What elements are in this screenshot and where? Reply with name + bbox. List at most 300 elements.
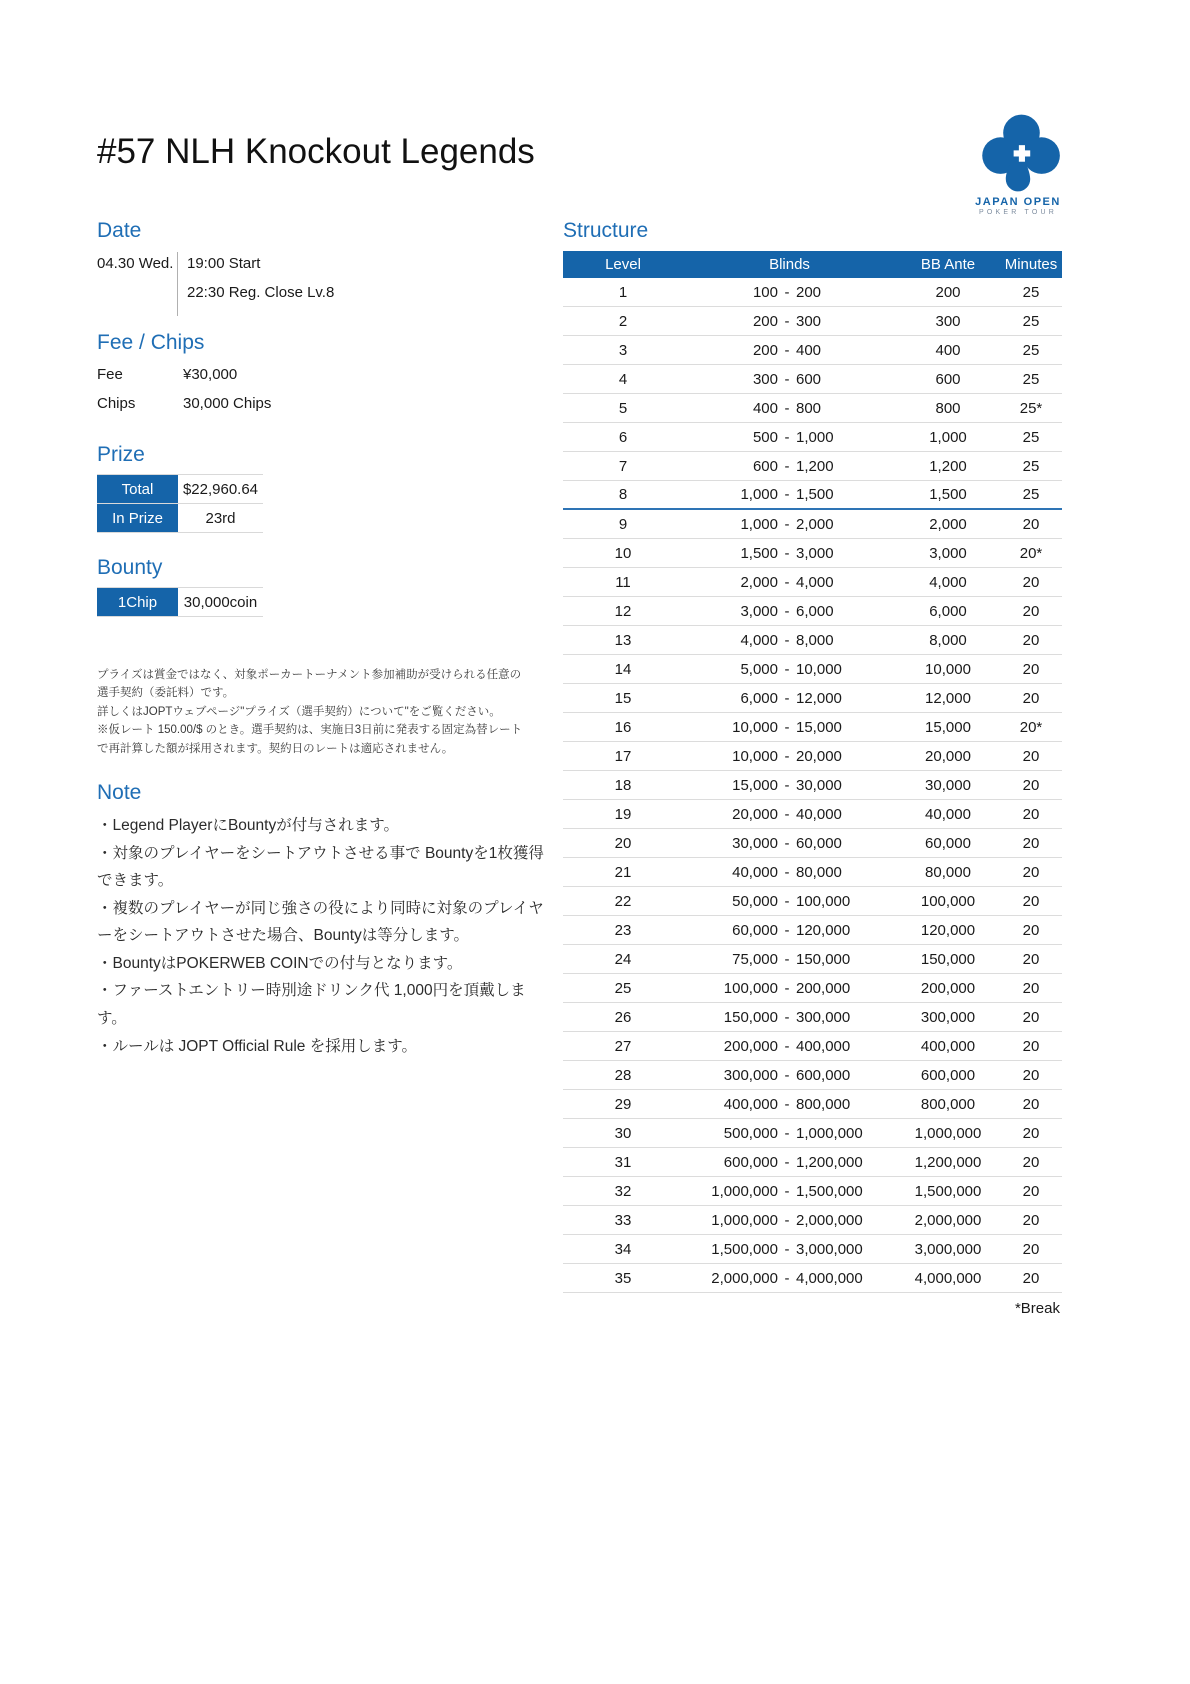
date-times — [177, 252, 334, 316]
structure-row — [563, 742, 1062, 771]
structure-row — [563, 1235, 1062, 1264]
bb-ante-cell: 10,000 — [925, 660, 971, 678]
structure-row — [563, 800, 1062, 829]
structure-section — [563, 218, 1062, 1317]
minutes-cell: 20 — [1022, 515, 1040, 533]
big-blind-cell: 60,000 — [796, 834, 842, 852]
big-blind-cell: 150,000 — [796, 950, 851, 968]
level-cell: 18 — [614, 776, 632, 794]
structure-row — [563, 336, 1062, 365]
blinds-separator: - — [784, 1008, 790, 1026]
minutes-column-header: Minutes — [1004, 256, 1058, 273]
bb-ante-cell: 1,000,000 — [914, 1124, 982, 1142]
minutes-cell: 20 — [1022, 834, 1040, 852]
big-blind-cell: 8,000 — [796, 631, 834, 649]
bb-ante-cell: 300,000 — [920, 1008, 976, 1026]
big-blind-cell: 3,000,000 — [796, 1240, 863, 1258]
blinds-separator: - — [784, 1124, 790, 1142]
blinds-separator: - — [784, 370, 790, 388]
blinds-separator: - — [784, 689, 790, 707]
big-blind-cell: 400,000 — [796, 1037, 851, 1055]
bb-ante-cell: 15,000 — [925, 718, 971, 736]
big-blind-cell: 1,000 — [796, 428, 834, 446]
blinds-separator: - — [784, 1240, 790, 1258]
blinds-column-header: Blinds — [769, 256, 810, 273]
bb-ante-cell: 1,200 — [929, 457, 967, 475]
structure-row — [563, 1032, 1062, 1061]
bb-ante-cell: 30,000 — [925, 776, 971, 794]
big-blind-cell: 15,000 — [796, 718, 842, 736]
minutes-cell: 20 — [1022, 689, 1040, 707]
small-blind-cell: 1,000 — [740, 515, 778, 533]
page-title: #57 NLH Knockout Legends — [97, 132, 535, 171]
level-cell: 14 — [614, 660, 632, 678]
blinds-separator: - — [784, 1066, 790, 1084]
small-blind-cell: 1,500 — [740, 544, 778, 562]
fine-print — [97, 666, 529, 758]
note-item: ・ルールは JOPT Official Rule を採用します。 — [97, 1037, 417, 1055]
minutes-cell: 25 — [1022, 341, 1040, 359]
level-cell: 35 — [614, 1269, 632, 1287]
bounty-label: 1Chip — [97, 588, 178, 616]
blinds-separator: - — [784, 776, 790, 794]
small-blind-cell: 4,000 — [740, 631, 778, 649]
minutes-cell: 25 — [1022, 428, 1040, 446]
level-cell: 6 — [618, 428, 628, 446]
level-cell: 19 — [614, 805, 632, 823]
fee-label: Fee — [97, 366, 123, 383]
minutes-cell: 20 — [1022, 1269, 1040, 1287]
break-footnote: *Break — [1014, 1300, 1060, 1317]
level-cell: 9 — [618, 515, 628, 533]
big-blind-cell: 20,000 — [796, 747, 842, 765]
logo-text-poker-tour: POKER TOUR — [978, 209, 1058, 216]
blinds-separator: - — [784, 1153, 790, 1171]
minutes-cell: 20 — [1022, 631, 1040, 649]
big-blind-cell: 600,000 — [796, 1066, 851, 1084]
bounty-heading: Bounty — [97, 556, 163, 579]
structure-row — [563, 597, 1062, 626]
blinds-separator: - — [784, 863, 790, 881]
level-cell: 24 — [614, 950, 632, 968]
blinds-separator: - — [784, 602, 790, 620]
club-drop-logo-icon — [968, 112, 1068, 194]
structure-row — [563, 713, 1062, 742]
structure-row — [563, 510, 1062, 539]
bb-ante-cell: 300 — [935, 312, 961, 330]
level-column-header: Level — [605, 256, 641, 273]
blinds-separator: - — [784, 747, 790, 765]
blinds-separator: - — [784, 979, 790, 997]
bb-ante-cell: 200,000 — [920, 979, 976, 997]
minutes-cell: 20 — [1022, 892, 1040, 910]
bb-ante-cell: 150,000 — [920, 950, 976, 968]
start-time: 19:00 Start — [187, 255, 261, 272]
blinds-separator: - — [784, 457, 790, 475]
level-cell: 8 — [618, 486, 628, 503]
big-blind-cell: 200,000 — [796, 979, 851, 997]
small-blind-cell: 1,000 — [740, 486, 778, 503]
small-blind-cell: 75,000 — [732, 950, 778, 968]
blinds-separator: - — [784, 950, 790, 968]
small-blind-cell: 100,000 — [723, 979, 778, 997]
structure-row — [563, 1003, 1062, 1032]
big-blind-cell: 30,000 — [796, 776, 842, 794]
minutes-cell: 25 — [1022, 457, 1040, 475]
date-value: 04.30 Wed. — [97, 255, 174, 272]
big-blind-cell: 12,000 — [796, 689, 842, 707]
level-cell: 3 — [618, 341, 628, 359]
blinds-separator: - — [784, 892, 790, 910]
bb-ante-cell: 4,000,000 — [914, 1269, 982, 1287]
big-blind-cell: 200 — [796, 283, 822, 301]
blinds-separator: - — [784, 660, 790, 678]
blinds-separator: - — [784, 573, 790, 591]
blinds-separator: - — [784, 631, 790, 649]
note-item: ・BountyはPOKERWEB COINでの付与となります。 — [97, 954, 463, 972]
structure-row — [563, 1206, 1062, 1235]
level-cell: 32 — [614, 1182, 632, 1200]
level-cell: 31 — [614, 1153, 632, 1171]
small-blind-cell: 200 — [752, 341, 778, 359]
level-cell: 25 — [614, 979, 632, 997]
big-blind-cell: 1,000,000 — [796, 1124, 863, 1142]
big-blind-cell: 1,500 — [796, 486, 834, 503]
structure-row — [563, 626, 1062, 655]
structure-row — [563, 1119, 1062, 1148]
prize-total-value: $22,960.64 — [182, 480, 259, 498]
structure-row — [563, 452, 1062, 481]
minutes-cell: 20 — [1022, 1008, 1040, 1026]
prize-total-row — [97, 475, 263, 504]
bb-ante-cell: 2,000,000 — [914, 1211, 982, 1229]
structure-row — [563, 307, 1062, 336]
small-blind-cell: 10,000 — [732, 718, 778, 736]
minutes-cell: 20 — [1022, 573, 1040, 591]
small-blind-cell: 400 — [752, 399, 778, 417]
level-cell: 2 — [618, 312, 628, 330]
minutes-cell: 20 — [1022, 1066, 1040, 1084]
level-cell: 10 — [614, 544, 632, 562]
small-blind-cell: 500 — [752, 428, 778, 446]
blinds-separator: - — [784, 312, 790, 330]
big-blind-cell: 40,000 — [796, 805, 842, 823]
big-blind-cell: 300 — [796, 312, 822, 330]
small-blind-cell: 150,000 — [723, 1008, 778, 1026]
small-blind-cell: 40,000 — [732, 863, 778, 881]
chips-label: Chips — [97, 395, 136, 412]
minutes-cell: 20 — [1022, 1095, 1040, 1113]
level-cell: 7 — [618, 457, 628, 475]
date-section — [97, 218, 334, 316]
bb-ante-cell: 4,000 — [929, 573, 967, 591]
level-cell: 5 — [618, 399, 628, 417]
blinds-separator: - — [784, 1182, 790, 1200]
big-blind-cell: 120,000 — [796, 921, 851, 939]
small-blind-cell: 60,000 — [732, 921, 778, 939]
blinds-separator: - — [784, 1211, 790, 1229]
blinds-separator: - — [784, 486, 790, 503]
small-blind-cell: 20,000 — [732, 805, 778, 823]
level-cell: 16 — [614, 718, 632, 736]
minutes-cell: 25 — [1022, 283, 1040, 301]
minutes-cell: 25* — [1019, 399, 1043, 417]
structure-row — [563, 1148, 1062, 1177]
minutes-cell: 20 — [1022, 1240, 1040, 1258]
date-heading: Date — [97, 219, 142, 242]
big-blind-cell: 1,200 — [796, 457, 834, 475]
big-blind-cell: 6,000 — [796, 602, 834, 620]
blinds-separator: - — [784, 515, 790, 533]
minutes-cell: 20 — [1022, 1124, 1040, 1142]
note-item: ・Legend PlayerにBountyが付与されます。 — [97, 817, 399, 834]
minutes-cell: 25 — [1022, 486, 1040, 503]
big-blind-cell: 1,200,000 — [796, 1153, 863, 1171]
structure-row — [563, 916, 1062, 945]
prize-inprize-row — [97, 504, 263, 533]
structure-row — [563, 684, 1062, 713]
structure-row — [563, 829, 1062, 858]
structure-table — [563, 251, 1062, 1293]
structure-row — [563, 539, 1062, 568]
prize-section — [97, 442, 263, 533]
big-blind-cell: 1,500,000 — [796, 1182, 863, 1200]
blinds-separator: - — [784, 341, 790, 359]
small-blind-cell: 300 — [752, 370, 778, 388]
blinds-separator: - — [784, 1269, 790, 1287]
bb-ante-cell: 3,000,000 — [914, 1240, 982, 1258]
bb-ante-cell: 40,000 — [925, 805, 971, 823]
bb-ante-cell: 60,000 — [925, 834, 971, 852]
small-blind-cell: 600,000 — [723, 1153, 778, 1171]
minutes-cell: 20 — [1022, 979, 1040, 997]
big-blind-cell: 2,000,000 — [796, 1211, 863, 1229]
structure-row — [563, 771, 1062, 800]
big-blind-cell: 100,000 — [796, 892, 851, 910]
blinds-separator: - — [784, 834, 790, 852]
big-blind-cell: 800,000 — [796, 1095, 851, 1113]
structure-table-body — [563, 278, 1062, 1293]
bb-ante-cell: 400,000 — [920, 1037, 976, 1055]
fine-print-line: 詳しくはJOPTウェブページ"プライズ（選手契約）について"をご覧ください。 — [97, 705, 501, 718]
minutes-cell: 20 — [1022, 1037, 1040, 1055]
blinds-separator: - — [784, 1095, 790, 1113]
bb-ante-cell: 600,000 — [920, 1066, 976, 1084]
blinds-separator: - — [784, 544, 790, 562]
small-blind-cell: 15,000 — [732, 776, 778, 794]
minutes-cell: 20 — [1022, 602, 1040, 620]
level-cell: 23 — [614, 921, 632, 939]
bounty-section — [97, 555, 263, 617]
level-cell: 4 — [618, 370, 628, 388]
small-blind-cell: 500,000 — [723, 1124, 778, 1142]
small-blind-cell: 10,000 — [732, 747, 778, 765]
prize-total-label: Total — [97, 475, 178, 503]
structure-row — [563, 568, 1062, 597]
structure-row — [563, 1264, 1062, 1293]
level-cell: 17 — [614, 747, 632, 765]
small-blind-cell: 200,000 — [723, 1037, 778, 1055]
minutes-cell: 25 — [1022, 312, 1040, 330]
bb-ante-cell: 400 — [935, 341, 961, 359]
small-blind-cell: 1,500,000 — [711, 1240, 778, 1258]
chips-value: 30,000 Chips — [183, 395, 272, 412]
minutes-cell: 20 — [1022, 805, 1040, 823]
prize-inprize-value: 23rd — [205, 509, 236, 527]
level-cell: 28 — [614, 1066, 632, 1084]
big-blind-cell: 3,000 — [796, 544, 834, 562]
minutes-cell: 20 — [1022, 921, 1040, 939]
structure-table-header — [563, 251, 1062, 278]
level-cell: 22 — [614, 892, 632, 910]
minutes-cell: 20 — [1022, 950, 1040, 968]
logo-text-japan-open: JAPAN OPEN — [975, 196, 1061, 208]
small-blind-cell: 600 — [752, 457, 778, 475]
structure-row — [563, 481, 1062, 510]
structure-heading: Structure — [563, 219, 649, 242]
level-cell: 1 — [618, 283, 628, 301]
minutes-cell: 25 — [1022, 370, 1040, 388]
bounty-value: 30,000coin — [183, 593, 258, 611]
level-cell: 20 — [614, 834, 632, 852]
structure-row — [563, 278, 1062, 307]
reg-close-time: 22:30 Reg. Close Lv.8 — [187, 284, 335, 301]
note-heading: Note — [97, 781, 142, 804]
bb-ante-cell: 12,000 — [925, 689, 971, 707]
minutes-cell: 20 — [1022, 747, 1040, 765]
blinds-separator: - — [784, 921, 790, 939]
bb-ante-cell: 2,000 — [929, 515, 967, 533]
bb-ante-cell: 120,000 — [920, 921, 976, 939]
note-item: ・複数のプレイヤーが同じ強さの役により同時に対象のプレイヤーをシートアウトさせた場合、Bountyは等分します。 — [97, 899, 544, 945]
bb-ante-cell: 800 — [935, 399, 961, 417]
bounty-row — [97, 588, 263, 617]
fine-print-line: ※仮レート 150.00/$ のとき。選手契約は、実施日3日前に発表する固定為替レートで再計算した額が採用されます。契約日のレートは適応されません。 — [97, 724, 523, 755]
structure-row — [563, 1061, 1062, 1090]
bb-ante-cell: 20,000 — [925, 747, 971, 765]
minutes-cell: 20 — [1022, 776, 1040, 794]
fee-chips-section — [97, 330, 271, 424]
level-cell: 29 — [614, 1095, 632, 1113]
prize-heading: Prize — [97, 443, 145, 466]
minutes-cell: 20 — [1022, 863, 1040, 881]
level-cell: 15 — [614, 689, 632, 707]
bb-ante-cell: 1,000 — [929, 428, 967, 446]
fee-value: ¥30,000 — [183, 366, 238, 383]
level-cell: 34 — [614, 1240, 632, 1258]
structure-row — [563, 394, 1062, 423]
note-section — [97, 780, 555, 1060]
note-list — [97, 812, 555, 1060]
minutes-cell: 20* — [1019, 718, 1043, 736]
small-blind-cell: 30,000 — [732, 834, 778, 852]
level-cell: 11 — [615, 573, 631, 591]
big-blind-cell: 600 — [796, 370, 822, 388]
fee-row — [97, 366, 271, 395]
note-item: ・ファーストエントリー時別途ドリンク代 1,000円を頂戴します。 — [97, 982, 526, 1028]
structure-row — [563, 655, 1062, 684]
small-blind-cell: 1,000,000 — [711, 1182, 778, 1200]
small-blind-cell: 200 — [752, 312, 778, 330]
bb-ante-cell: 200 — [935, 283, 961, 301]
level-cell: 21 — [614, 863, 632, 881]
bb-ante-cell: 800,000 — [920, 1095, 976, 1113]
small-blind-cell: 3,000 — [740, 602, 778, 620]
big-blind-cell: 800 — [796, 399, 822, 417]
jopt-logo — [968, 112, 1068, 216]
level-cell: 12 — [614, 602, 632, 620]
blinds-separator: - — [784, 1037, 790, 1055]
small-blind-cell: 1,000,000 — [711, 1211, 778, 1229]
structure-row — [563, 945, 1062, 974]
bb-ante-cell: 1,200,000 — [914, 1153, 982, 1171]
structure-row — [563, 1177, 1062, 1206]
bb-ante-cell: 6,000 — [929, 602, 967, 620]
level-cell: 27 — [614, 1037, 632, 1055]
blinds-separator: - — [784, 805, 790, 823]
structure-row — [563, 423, 1062, 452]
note-item: ・対象のプレイヤーをシートアウトさせる事で Bountyを1枚獲得できます。 — [97, 844, 544, 890]
minutes-cell: 20 — [1022, 660, 1040, 678]
structure-row — [563, 1090, 1062, 1119]
minutes-cell: 20 — [1022, 1182, 1040, 1200]
fine-print-line: プライズは賞金ではなく、対象ポーカートーナメント参加補助が受けられる任意の選手契約（委託料）です。 — [97, 669, 522, 700]
bb-ante-cell: 80,000 — [925, 863, 971, 881]
structure-row — [563, 974, 1062, 1003]
chips-row — [97, 395, 271, 424]
minutes-cell: 20 — [1022, 1211, 1040, 1229]
blinds-separator: - — [784, 428, 790, 446]
big-blind-cell: 80,000 — [796, 863, 842, 881]
structure-row — [563, 887, 1062, 916]
big-blind-cell: 4,000,000 — [796, 1269, 863, 1287]
small-blind-cell: 5,000 — [740, 660, 778, 678]
structure-row — [563, 365, 1062, 394]
structure-row — [563, 858, 1062, 887]
fee-chips-heading: Fee / Chips — [97, 331, 205, 354]
big-blind-cell: 400 — [796, 341, 822, 359]
bb-ante-cell: 1,500 — [929, 486, 967, 503]
blinds-separator: - — [784, 283, 790, 301]
bb-ante-cell: 600 — [935, 370, 961, 388]
small-blind-cell: 6,000 — [740, 689, 778, 707]
bb-ante-column-header: BB Ante — [920, 256, 976, 273]
small-blind-cell: 2,000,000 — [711, 1269, 778, 1287]
big-blind-cell: 300,000 — [796, 1008, 851, 1026]
blinds-separator: - — [784, 718, 790, 736]
bb-ante-cell: 8,000 — [929, 631, 967, 649]
big-blind-cell: 4,000 — [796, 573, 834, 591]
blinds-separator: - — [784, 399, 790, 417]
bb-ante-cell: 100,000 — [920, 892, 976, 910]
small-blind-cell: 100 — [752, 283, 778, 301]
big-blind-cell: 10,000 — [796, 660, 842, 678]
minutes-cell: 20 — [1022, 1153, 1040, 1171]
level-cell: 30 — [614, 1124, 632, 1142]
small-blind-cell: 50,000 — [732, 892, 778, 910]
level-cell: 13 — [614, 631, 632, 649]
small-blind-cell: 300,000 — [723, 1066, 778, 1084]
big-blind-cell: 2,000 — [796, 515, 834, 533]
bb-ante-cell: 1,500,000 — [914, 1182, 982, 1200]
prize-inprize-label: In Prize — [97, 504, 178, 532]
small-blind-cell: 2,000 — [740, 573, 778, 591]
small-blind-cell: 400,000 — [723, 1095, 778, 1113]
bb-ante-cell: 3,000 — [929, 544, 967, 562]
minutes-cell: 20* — [1019, 544, 1043, 562]
level-cell: 33 — [614, 1211, 632, 1229]
level-cell: 26 — [614, 1008, 632, 1026]
